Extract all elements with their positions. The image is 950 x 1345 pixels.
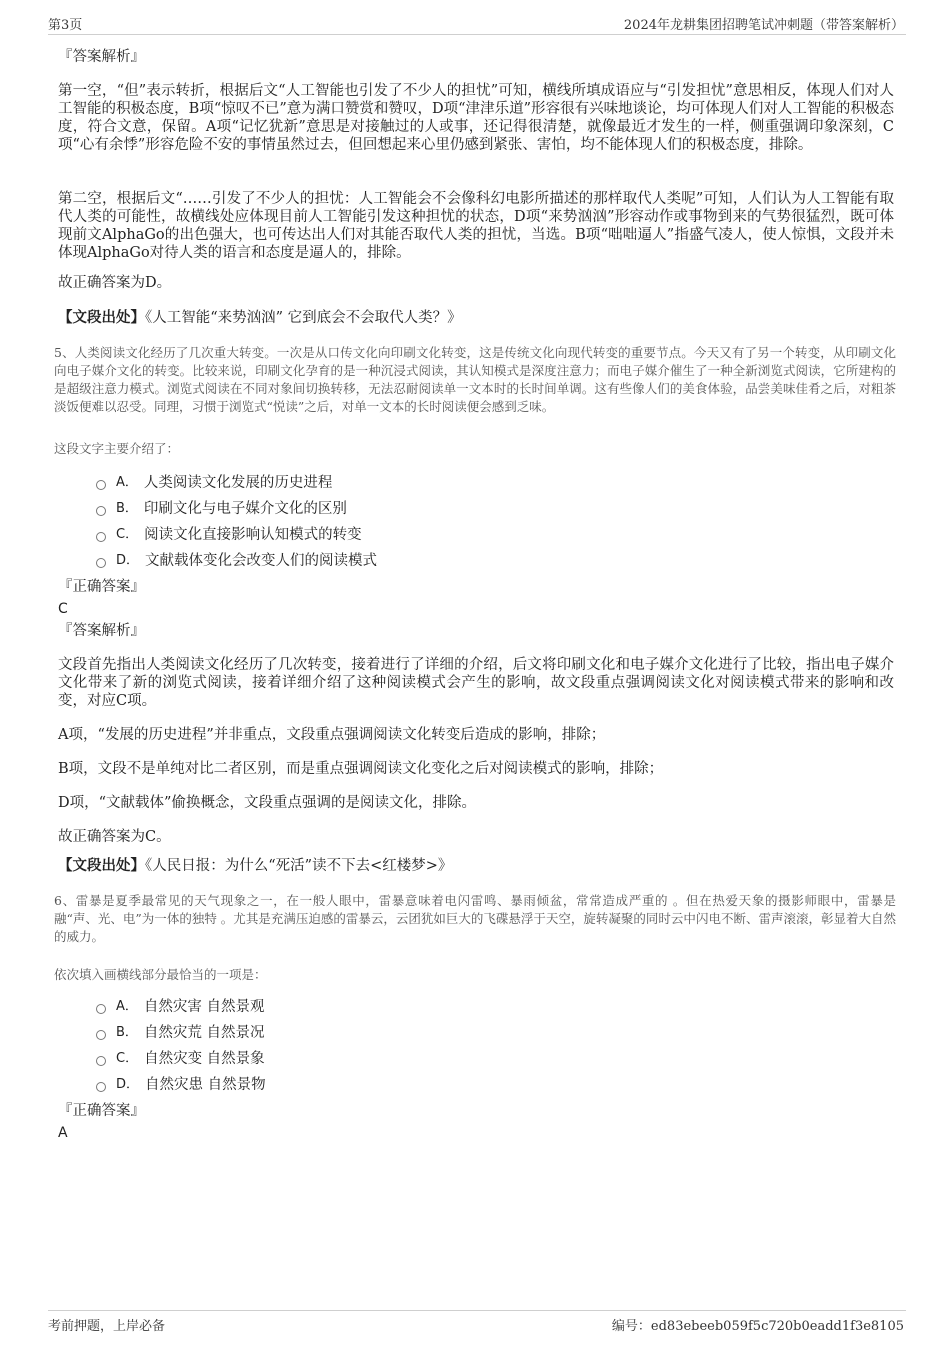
q4-analysis-paragraph-2: 第二空，根据后文“……引发了不少人的担忧：人工智能会不会像科幻电影所描述的那样取代人类呢”可知，人们认为人工智能有取代人类的可能性，故横线处应体现目前人工智能引发这种担忧的状态，D项“来势汹汹”形容动作或事物到来的气势很猛烈，既可体现前文AlphaGo的出色强大，也可传达出人们对其能否取代人类的担忧，当选。B项“咄咄逼人”指盛气凌人，使人惊惧，文段并未体现AlphaGo对待人类的语言和态度是逼人的，排除。 [58,191,894,261]
radio-icon[interactable] [96,1030,106,1040]
q5-source-tag: 【文段出处】 [58,857,145,874]
q6-correct-answer-label: 『正确答案』 [58,1103,145,1119]
q6-option-c[interactable]: C． 自然灾变 自然景象 [96,1046,266,1072]
q4-source [58,308,462,328]
radio-icon[interactable] [96,480,106,490]
q5-options [54,470,377,574]
q5-analysis-paragraph-1: 文段首先指出人类阅读文化经历了几次转变，接着进行了详细的介绍，后文将印刷文化和电子媒介文化进行了比较，指出电子媒介文化带来了新的浏览式阅读，接着详细介绍了这种阅读模式会产生的影响，故文段重点强调阅读文化对阅读模式带来的影响和改变，对应C项。 [58,657,894,709]
footer-slogan: 考前押题，上岸必备 [48,1319,166,1334]
q4-source-text: 《人工智能“来势汹汹” 它到底会不会取代人类？》 [145,310,462,326]
q5-source [58,856,452,876]
q5-analysis-a: A项，“发展的历史进程”并非重点，文段重点强调阅读文化转变后造成的影响，排除； [58,727,606,743]
q6-prompt: 依次填入画横线部分最恰当的一项是： [54,967,267,982]
radio-icon[interactable] [96,1056,106,1066]
q4-analysis-label: 『答案解析』 [58,49,145,65]
q5-option-b[interactable]: B． 印刷文化与电子媒介文化的区别 [96,496,377,522]
radio-icon[interactable] [96,532,106,542]
radio-icon[interactable] [96,558,106,568]
q5-source-text: 《人民日报：为什么“死活”读不下去<红楼梦>》 [145,858,453,874]
q5-conclusion: 故正确答案为C。 [58,829,171,845]
q5-analysis-b: B项，文段不是单纯对比二者区别，而是重点强调阅读文化变化之后对阅读模式的影响，排除； [58,761,664,777]
q5-option-c[interactable]: C． 阅读文化直接影响认知模式的转变 [96,522,377,548]
q5-correct-answer-label: 『正确答案』 [58,579,145,595]
q5-prompt: 这段文字主要介绍了： [54,441,180,456]
q5-analysis-d: D项，“文献载体”偷换概念，文段重点强调的是阅读文化，排除。 [58,795,476,811]
q5-question-text: 5、人类阅读文化经历了几次重大转变。一次是从口传文化向印刷文化转变，这是传统文化向现代转变的重要节点。今天又有了另一个转变，从印刷文化向电子媒介文化的转变。比较来说，印刷文化孕育的是一种沉浸式阅读，其认知模式是深度注意力；而电子媒介催生了一种全新浏览式阅读，它所建构的是超级注意力模式。浏览式阅读在不同对象间切换转移，无法忍耐阅读单一文本时的长时间单调。这有些像人们的美食体验，品尝美味佳肴之后，对粗茶淡饭便难以忍受。同理，习惯于浏览式“悦读”之后，对单一文本的长时阅读便会感到乏味。 [54,345,896,414]
page-number: 第3页 [48,18,83,33]
q6-correct-answer: A [58,1125,68,1141]
radio-icon[interactable] [96,506,106,516]
q4-conclusion: 故正确答案为D。 [58,275,172,291]
q6-option-b[interactable]: B． 自然灾荒 自然景况 [96,1020,266,1046]
q4-source-tag: 【文段出处】 [58,309,145,326]
q5-option-d[interactable]: D． 文献载体变化会改变人们的阅读模式 [96,548,377,574]
q5-correct-answer: C [58,601,68,617]
q4-analysis-paragraph-1: 第一空，“但”表示转折，根据后文“人工智能也引发了不少人的担忧”可知，横线所填成语应与“引发担忧”意思相反，体现人们对人工智能的积极态度，B项“惊叹不已”意为满口赞赏和赞叹，D项“津津乐道”形容很有兴味地谈论，均可体现人们对人工智能的积极态度，符合文意，保留。A项“记忆犹新”意思是对接触过的人或事，还记得很清楚，就像最近才发生的一样，侧重强调印象深刻，C项“心有余悸”形容危险不安的事情虽然过去，但回想起来心里仍感到紧张、害怕，均不能体现人们的积极态度，排除。 [58,83,894,153]
q6-options [54,994,266,1098]
page-footer [48,1310,906,1335]
q6-question-text: 6、雷暴是夏季最常见的天气现象之一，在一般人眼中，雷暴意味着电闪雷鸣、暴雨倾盆，常常造成严重的 。但在热爱天象的摄影师眼中，雷暴是融“声、光、电”为一体的独特 。尤其是充满压迫感的雷暴云，云团犹如巨大的飞碟悬浮于天空，旋转凝聚的同时云中闪电不断、雷声滚滚，彰显着大自然的威力。 [54,893,896,944]
document-title: 2024年龙耕集团招聘笔试冲刺题（带答案解析） [623,18,904,33]
document-id: 编号：ed83ebeeb059f5c720b0eadd1f3e8105 [611,1319,904,1334]
document-content [54,44,896,1141]
q5-analysis-label: 『答案解析』 [58,623,145,639]
q6-block [54,892,896,1152]
radio-icon[interactable] [96,1004,106,1014]
q4-analysis-block [54,44,896,334]
q5-option-a[interactable]: A． 人类阅读文化发展的历史进程 [96,470,377,496]
q6-option-a[interactable]: A． 自然灾害 自然景观 [96,994,266,1020]
page-header [48,12,906,35]
q6-option-d[interactable]: D． 自然灾患 自然景物 [96,1072,266,1098]
q5-block [54,344,896,854]
radio-icon[interactable] [96,1082,106,1092]
